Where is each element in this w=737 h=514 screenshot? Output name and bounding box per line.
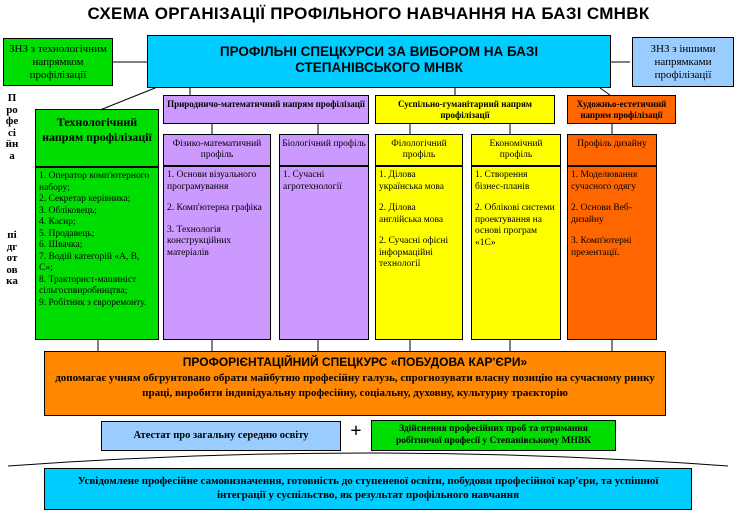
list-item: 2. Ділова англійська мова — [379, 203, 444, 225]
profile-philo-title: Філологічний профіль — [375, 134, 463, 166]
list-item: 9. Робітник з євроремонту. — [39, 297, 147, 308]
znz-technological-box: ЗНЗ з технологічним напрямком профілізації — [3, 38, 113, 86]
career-course-title: ПРОФОРІЄНТАЦІЙНИЙ СПЕЦКУРС «ПОБУДОВА КАР'ЄРИ» — [182, 355, 528, 369]
career-course-box — [44, 351, 666, 416]
list-item: 2. Сучасні офісні інформаційні технології — [379, 236, 449, 269]
list-item: 1. Моделювання сучасного одягу — [571, 170, 638, 192]
plus-sign: + — [350, 420, 362, 442]
list-item: 7. Водій категорій «А, В, С»; — [39, 251, 140, 273]
result-box: Усвідомлене професійне самовизначення, готовність до ступеневої освіти, побудови професійної кар'єри, та успішної інтеграції у суспільство, як результат профільного навчання — [44, 468, 692, 510]
list-item: 1. Оператор комп'ютерного набору; — [39, 171, 150, 193]
direction-natural-math: Природничо-математичний напрям профілізації — [163, 95, 369, 124]
list-item: 1. Ділова українська мова — [379, 170, 445, 192]
list-item: 1. Сучасні агротехнології — [283, 170, 342, 192]
list-item: 5. Продавець; — [39, 228, 95, 239]
vertical-label-professional: Професійна — [5, 92, 19, 162]
list-item: 2. Облікові системи проектування на основі програм «1С» — [475, 203, 555, 248]
professional-tests-box: Здійснення професійних проб та отримання робітничої професії у Степанівському МНВК — [371, 420, 616, 451]
profile-phys-math-list — [163, 166, 271, 340]
direction-social-humanitarian: Суспільно-гуманітарний напрям профілізації — [375, 95, 555, 124]
profile-bio-list — [279, 166, 369, 340]
znz-other-box: ЗНЗ з іншими напрямками профілізації — [632, 37, 734, 87]
certificate-box: Атестат про загальну середню освіту — [101, 421, 341, 451]
profile-philo-list — [375, 166, 463, 340]
list-item: 3. Обліковець; — [39, 205, 97, 216]
list-item: 2. Секретар керівника; — [39, 194, 131, 204]
list-item: 8. Тракторист-машиніст сільгоспвиробництва; — [39, 274, 137, 296]
career-course-text: допомагає учням обгрунтовано обрати майбутню професійну галузь, спрогнозувати власну позицію на сучасному ринку праці, виробити індивідуальну професійну, соціальну, духовну, культурну траєкторію — [55, 372, 655, 399]
list-item: 3. Комп'ютерні презентації. — [571, 236, 632, 258]
list-item: 1. Основи візуального програмування — [167, 170, 257, 192]
list-item: 6. Швачка; — [39, 240, 83, 250]
profile-design-list — [567, 166, 657, 340]
tech-direction-list — [35, 167, 159, 340]
central-specialcourses-box: ПРОФІЛЬНІ СПЕЦКУРСИ ЗА ВИБОРОМ НА БАЗІ СТЕПАНІВСЬКОГО МНВК — [147, 35, 611, 88]
profile-econ-list — [471, 166, 561, 340]
list-item: 2. Основи Веб-дизайну — [571, 203, 632, 225]
list-item: 2. Комп'ютерна графіка — [167, 203, 262, 213]
tech-direction-title: Технологічний напрям профілізації — [35, 109, 159, 167]
list-item: 3. Технологія конструкційних матеріалів — [167, 224, 232, 258]
vertical-label-training: підготовка — [6, 229, 18, 288]
profile-design-title: Профіль дизайну — [567, 134, 657, 166]
profile-bio-title: Біологічний профіль — [279, 134, 369, 166]
list-item: 4. Касир; — [39, 217, 76, 227]
direction-art-aesthetic: Художньо-естетичний напрям профілізації — [567, 95, 676, 124]
profile-phys-math-title: Фізико-математичний профіль — [163, 134, 271, 166]
list-item: 1. Створення бізнес-планів — [475, 170, 530, 192]
page-title: СХЕМА ОРГАНІЗАЦІЇ ПРОФІЛЬНОГО НАВЧАННЯ НА БАЗІ СМНВК — [87, 4, 650, 23]
profile-econ-title: Економічний профіль — [471, 134, 561, 166]
